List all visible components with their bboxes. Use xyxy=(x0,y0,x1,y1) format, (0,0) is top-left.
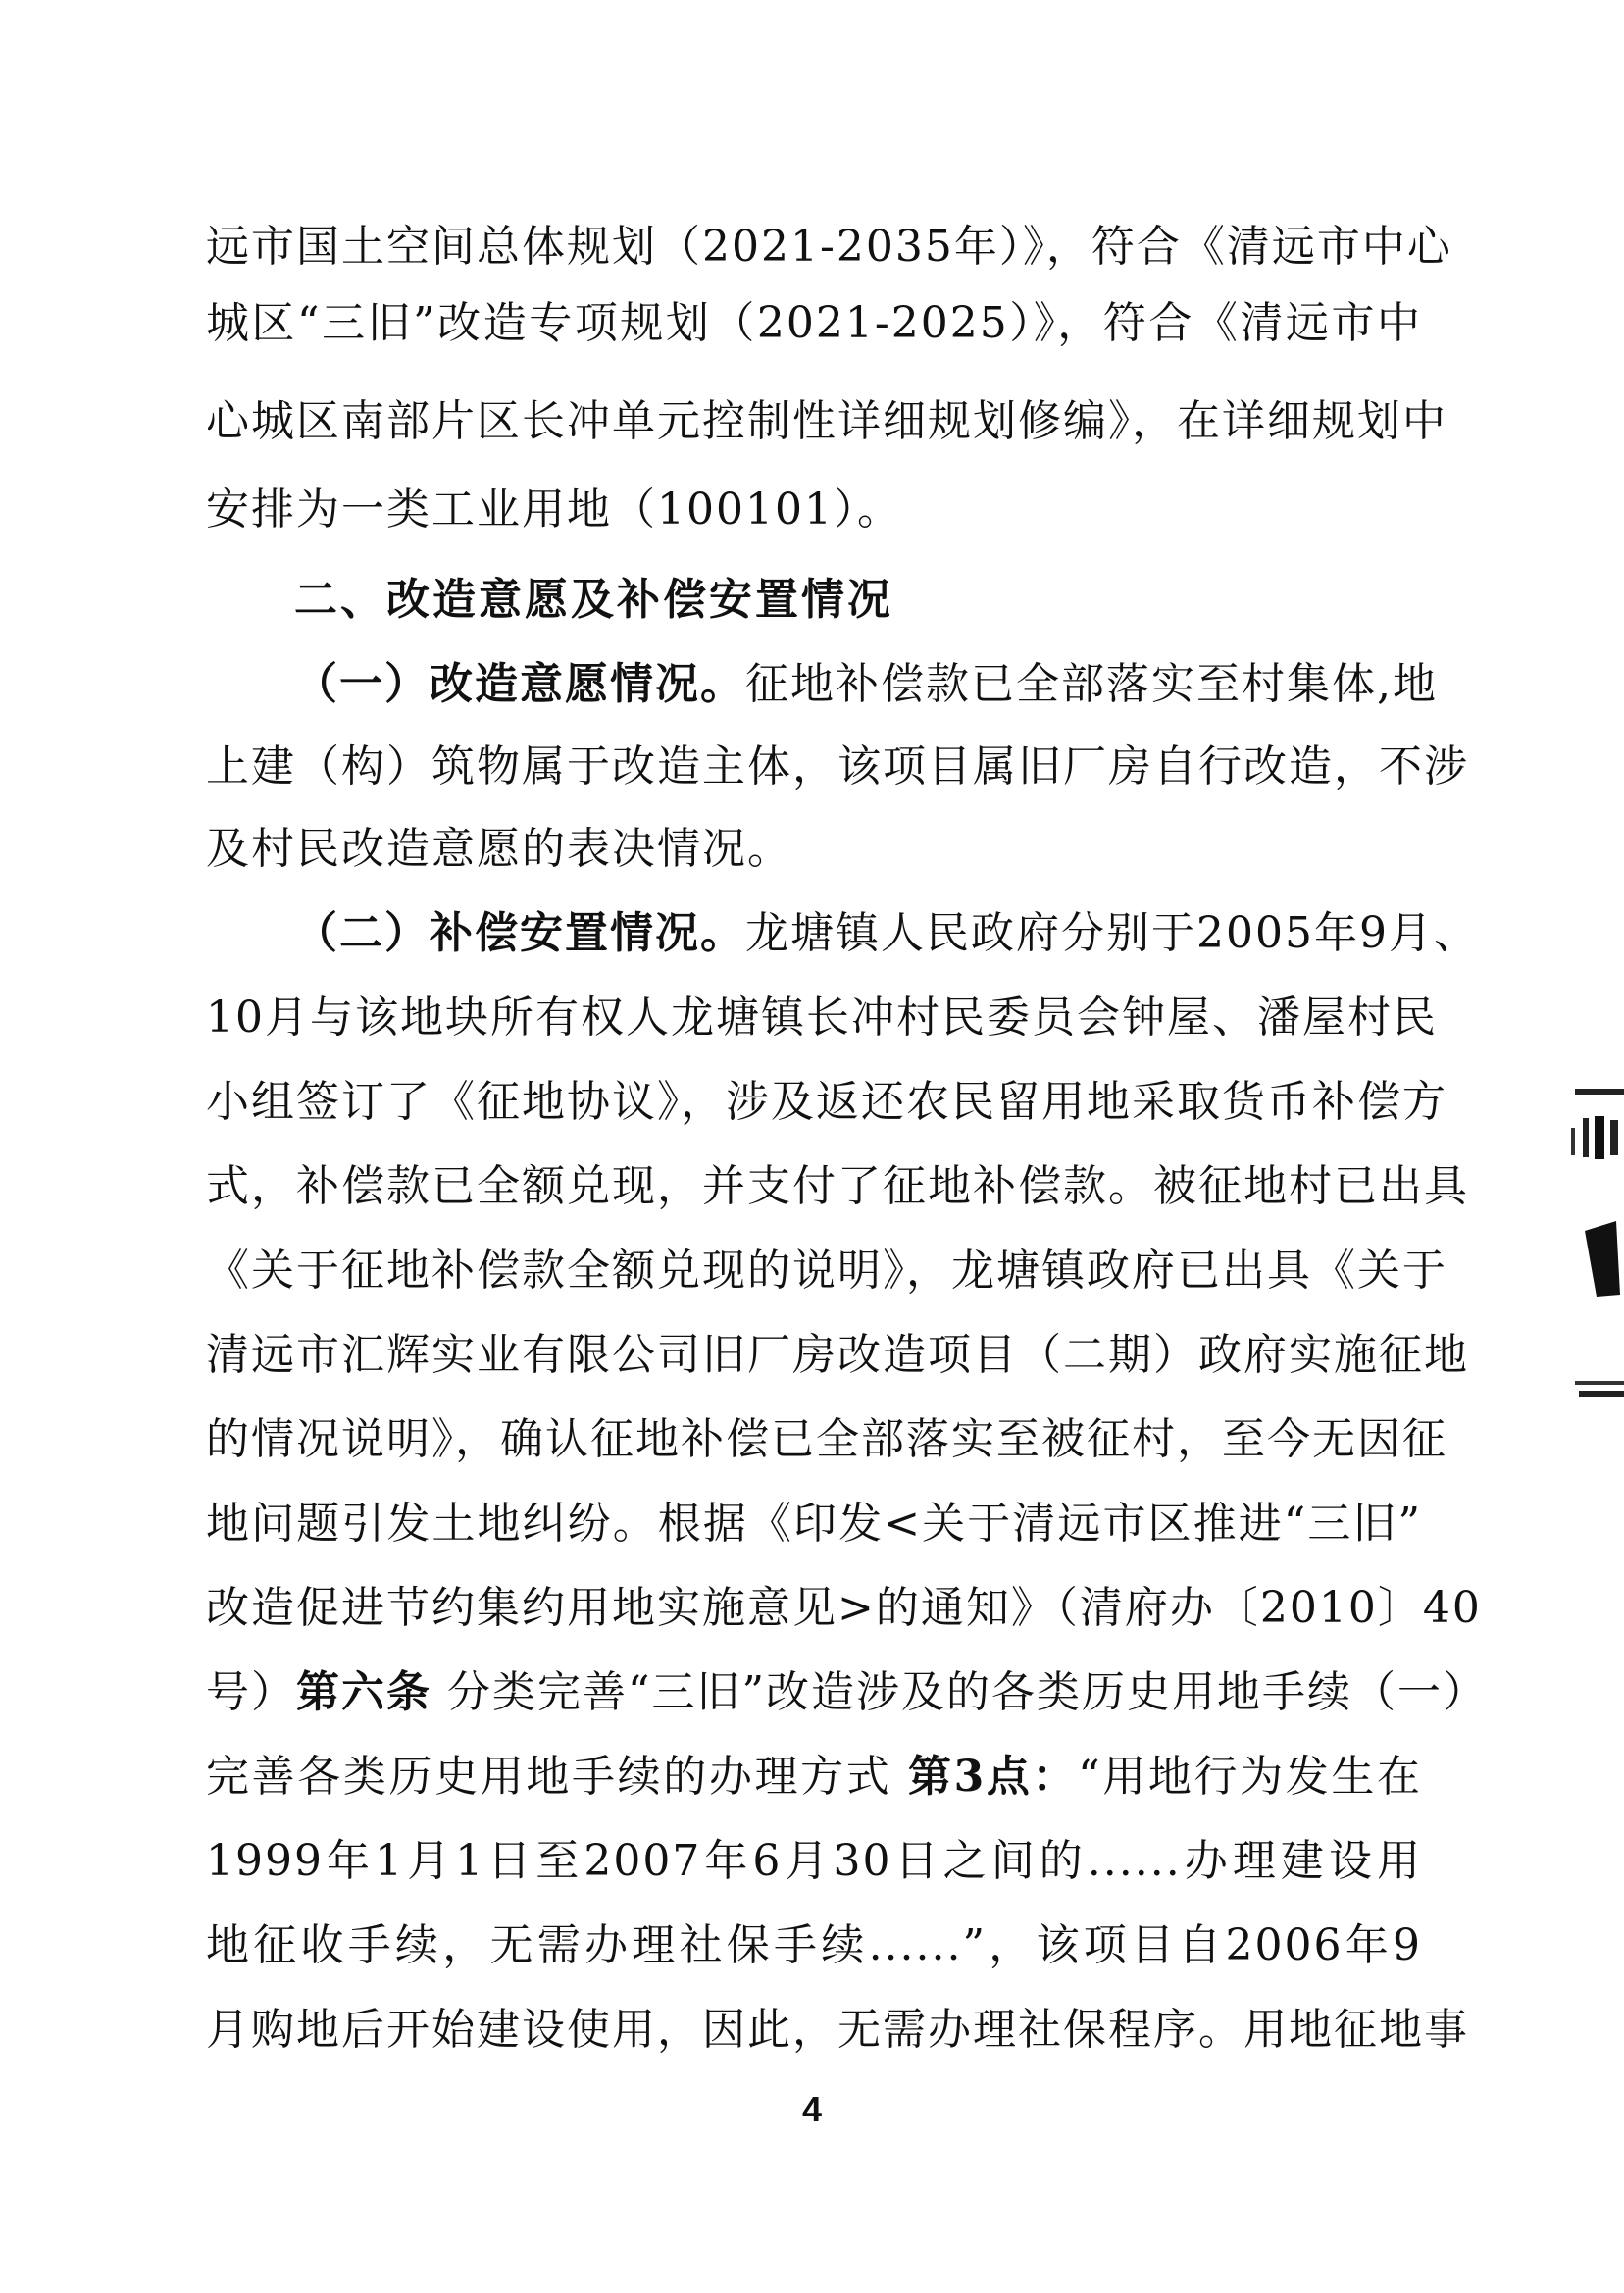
body-line: 上建（构）筑物属于改造主体，该项目属旧厂房自行改造，不涉 xyxy=(206,741,1469,791)
text-run: 号） xyxy=(206,1667,296,1717)
section-heading: 二、改造意愿及补偿安置情况 xyxy=(294,575,893,625)
body-line: 10月与该地块所有权人龙塘镇长冲村民委员会钟屋、潘屋村民 xyxy=(206,993,1438,1043)
body-line: 的情况说明》，确认征地补偿已全部落实至被征村，至今无因征 xyxy=(206,1414,1447,1464)
paragraph-title: （二）补偿安置情况。 xyxy=(294,908,745,958)
paragraph-text: 龙塘镇人民政府分别于2005年9月、 xyxy=(745,908,1479,958)
body-line: 地问题引发土地纠纷。根据《印发<关于清远市区推进“三旧” xyxy=(206,1499,1422,1549)
paragraph-title: （一）改造意愿情况。 xyxy=(294,659,745,709)
paragraph-line xyxy=(294,655,1438,714)
paragraph-line xyxy=(294,904,1479,963)
body-line: 改造促进节约集约用地实施意见>的通知》（清府办〔2010〕40 xyxy=(206,1583,1482,1633)
scan-edge-marks xyxy=(1561,1089,1624,1412)
article-label: 第六条 xyxy=(296,1667,431,1717)
body-line: 城区“三旧”改造专项规划（2021-2025）》，符合《清远市中 xyxy=(206,298,1422,348)
body-line: 远市国土空间总体规划（2021-2035年）》，符合《清远市中心 xyxy=(206,222,1452,272)
body-line xyxy=(206,1748,1422,1807)
body-line: 安排为一类工业用地（100101）。 xyxy=(206,484,902,535)
body-line: 清远市汇辉实业有限公司旧厂房改造项目（二期）政府实施征地 xyxy=(206,1330,1469,1380)
text-run: “用地行为发生在 xyxy=(1078,1752,1422,1802)
text-run: 完善各类历史用地手续的办理方式 xyxy=(206,1752,908,1802)
body-line: 月购地后开始建设使用，因此，无需办理社保程序。用地征地事 xyxy=(206,2005,1469,2055)
body-line: 小组签订了《征地协议》，涉及返还农民留用地采取货币补偿方 xyxy=(206,1077,1447,1127)
body-line: 《关于征地补偿款全额兑现的说明》，龙塘镇政府已出具《关于 xyxy=(206,1246,1447,1296)
body-line: 地征收手续，无需办理社保手续......”，该项目自2006年9 xyxy=(206,1920,1422,1970)
body-line xyxy=(206,1663,1488,1722)
body-line: 式，补偿款已全额兑现，并支付了征地补偿款。被征地村已出具 xyxy=(206,1161,1469,1211)
paragraph-text: 征地补偿款已全部落实至村集体,地 xyxy=(745,659,1438,709)
page-number: 4 xyxy=(801,2089,823,2129)
body-line: 1999年1月1日至2007年6月30日之间的......办理建设用 xyxy=(206,1836,1422,1886)
point-label: 第3点： xyxy=(908,1752,1079,1802)
body-line: 及村民改造意愿的表决情况。 xyxy=(206,824,792,874)
text-run: 分类完善“三旧”改造涉及的各类历史用地手续（一） xyxy=(431,1667,1488,1717)
body-line: 心城区南部片区长冲单元控制性详细规划修编》，在详细规划中 xyxy=(206,396,1447,446)
